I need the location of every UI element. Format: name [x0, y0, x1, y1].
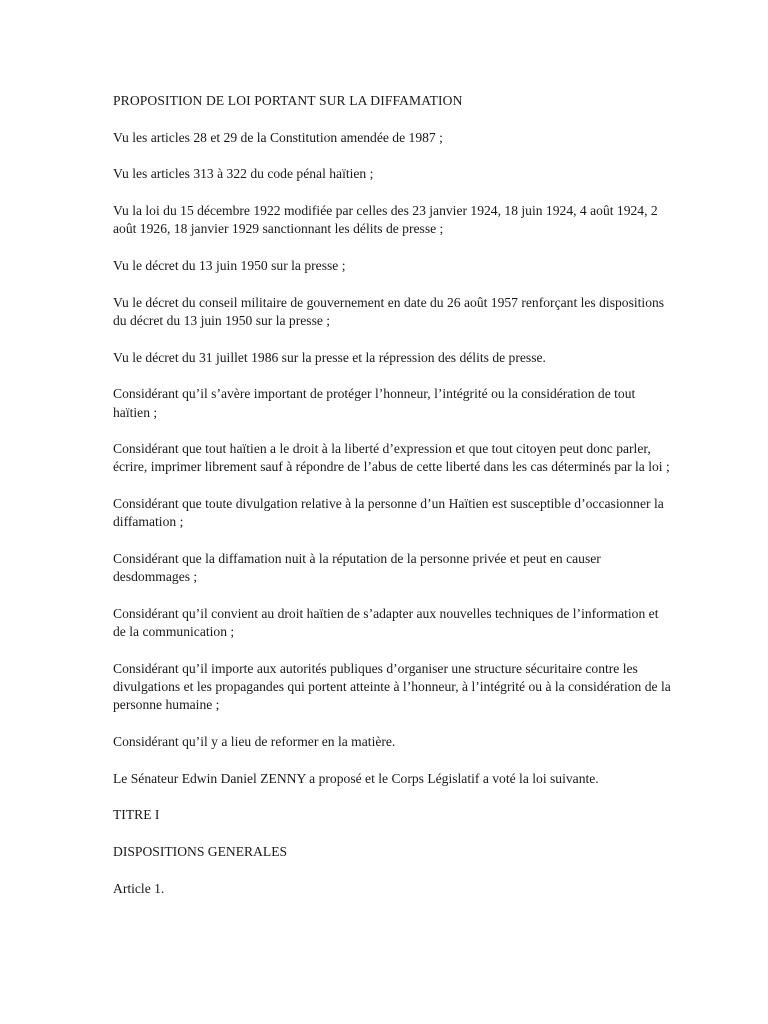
section-heading-dispositions: DISPOSITIONS GENERALES [113, 844, 288, 860]
document-title: PROPOSITION DE LOI PORTANT SUR LA DIFFAMATION [113, 93, 463, 108]
paragraph-considerant-techniques: Considérant qu’il convient au droit haïtien de s’adapter aux nouvelles techniques de l’information et de la communication ; [113, 605, 659, 640]
article-heading: Article 1. [113, 880, 165, 896]
paragraph-considerant-honneur: Considérant qu’il s’avère important de protéger l’honneur, l’intégrité ou la considération de tout haïtien ; [113, 386, 636, 420]
paragraph-vu-code-penal: Vu les articles 313 à 322 du code pénal haïtien ; [113, 166, 374, 182]
paragraph-vu-decret-1957: Vu le décret du conseil militaire de gouvernement en date du 26 août 1957 renforçant les dispositions du décret du 13 juin 1950 sur la presse ; [113, 294, 665, 328]
section-title-titre: TITRE I [113, 807, 160, 823]
paragraph-vu-decret-1950: Vu le décret du 13 juin 1950 sur la presse ; [113, 258, 346, 274]
paragraph-vu-decret-1986: Vu le décret du 31 juillet 1986 sur la presse et la répression des délits de presse. [113, 349, 546, 365]
paragraph-senateur: Le Sénateur Edwin Daniel ZENNY a proposé et le Corps Législatif a voté la loi suivante. [113, 770, 599, 786]
paragraph-considerant-reformer: Considérant qu’il y a lieu de reformer en la matière. [113, 733, 396, 749]
document-body [113, 92, 673, 916]
paragraph-considerant-autorites: Considérant qu’il importe aux autorités publiques d’organiser une structure sécuritaire contre les divulgations et les propagandes qui portent atteinte à l’honneur, à l’intégrité ou à la considération de la personne humaine ; [113, 660, 671, 713]
paragraph-considerant-liberte: Considérant que tout haïtien a le droit à la liberté d’expression et que tout citoyen peut donc parler, écrire, imprimer librement sauf à répondre de l’abus de cette liberté dans les cas déterminés par la loi ; [113, 441, 670, 475]
paragraph-vu-constitution: Vu les articles 28 et 29 de la Constitution amendée de 1987 ; [113, 129, 443, 145]
paragraph-considerant-reputation: Considérant que la diffamation nuit à la réputation de la personne privée et peut en causer desdommages ; [113, 551, 601, 585]
paragraph-vu-loi-1922: Vu la loi du 15 décembre 1922 modifiée par celles des 23 janvier 1924, 18 juin 1924, 4 août 1924, 2 août 1926, 18 janvier 1929 sanctionnant les délits de presse ; [113, 203, 658, 237]
paragraph-considerant-divulgation: Considérant que toute divulgation relative à la personne d’un Haïtien est susceptible d’occasionner la diffamation ; [113, 496, 664, 530]
